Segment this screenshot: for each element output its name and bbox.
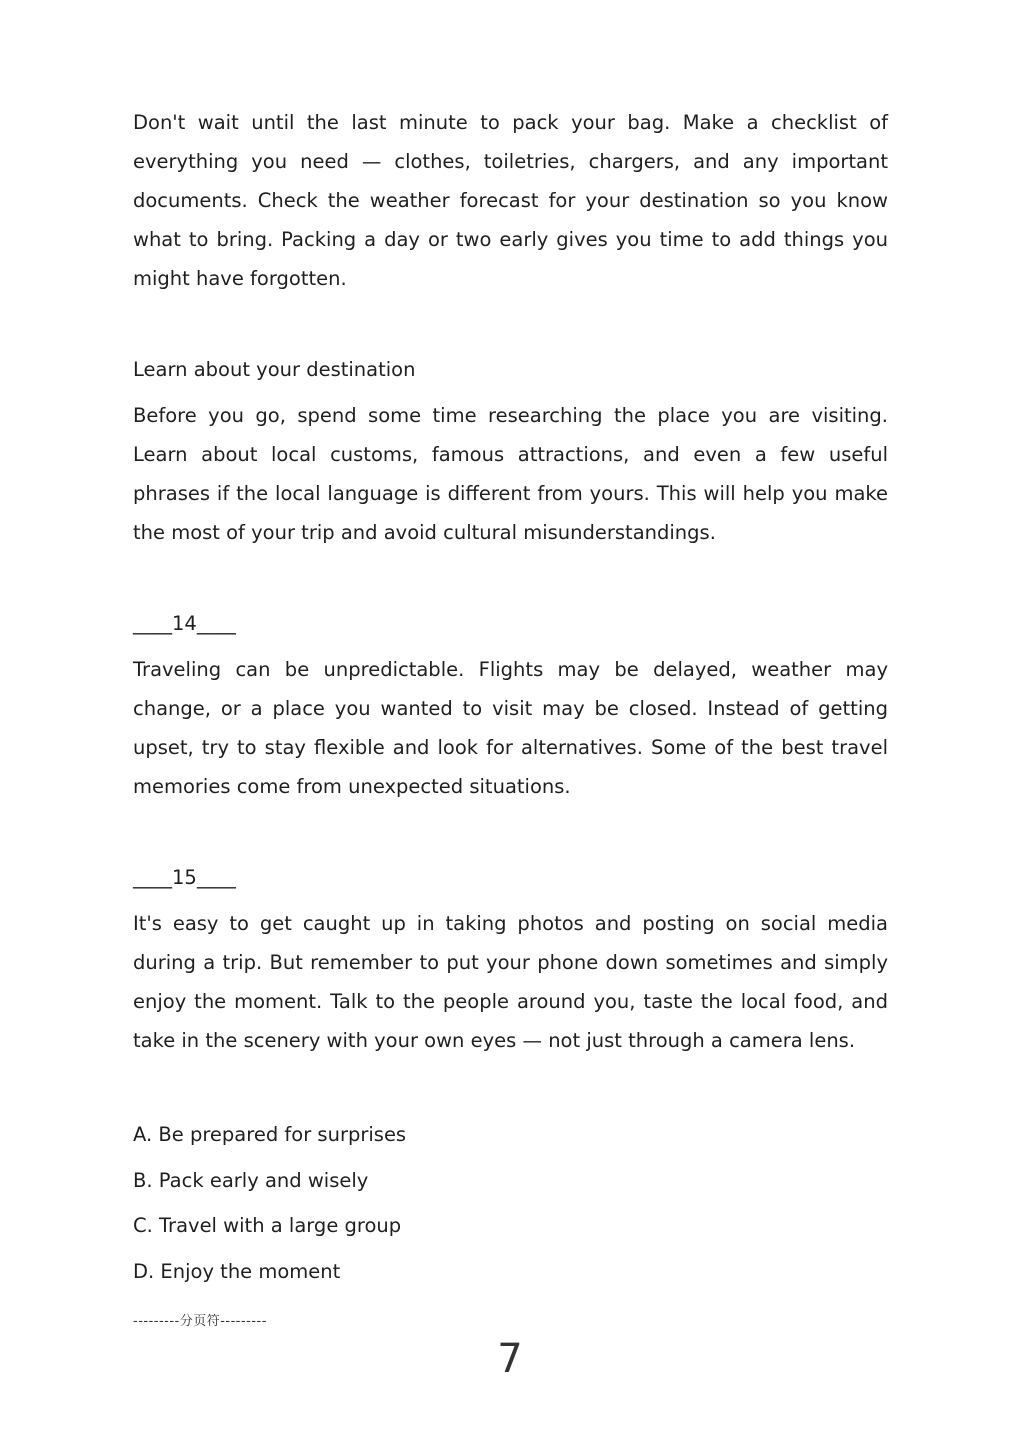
section-heading-destination: Learn about your destination	[133, 358, 416, 381]
paragraph-packing: Don't wait until the last minute to pack your bag. Make a checklist of everything you need — clothes, toiletries, chargers, and any important documents. Check the weather forecast for your destination so you know what to bring. Packing a day or two early gives you time to add things you might have forgotten.	[133, 111, 888, 290]
document-body	[133, 103, 888, 1294]
page-break-marker: ---------分页符---------	[133, 1314, 267, 1329]
paragraph-destination: Before you go, spend some time researching the place you are visiting. Learn about local customs, famous attractions, and even a few useful phrases if the local language is different from yours. This will help you make the most of your trip and avoid cultural misunderstandings.	[133, 404, 888, 544]
option-b: B. Pack early and wisely	[133, 1168, 369, 1192]
page-number: 7	[497, 1336, 523, 1382]
option-c: C. Travel with a large group	[133, 1214, 402, 1237]
option-a: A. Be prepared for surprises	[133, 1123, 407, 1146]
option-d: D. Enjoy the moment	[133, 1259, 341, 1283]
answer-options	[133, 1112, 888, 1294]
section-heading-blank-15: ____15____	[133, 866, 236, 889]
paragraph-moment: It's easy to get caught up in taking photos and posting on social media during a trip. But remember to put your phone down sometimes and simply enjoy the moment. Talk to the people around you, taste the local food, and take in the scenery with your own eyes — not just through a camera lens.	[133, 912, 888, 1052]
section-heading-blank-14: ____14____	[133, 612, 236, 635]
paragraph-surprises: Traveling can be unpredictable. Flights may be delayed, weather may change, or a place you wanted to visit may be closed. Instead of getting upset, try to stay flexible and look for alternatives. Some of the best travel memories come from unexpected situations.	[133, 658, 888, 798]
